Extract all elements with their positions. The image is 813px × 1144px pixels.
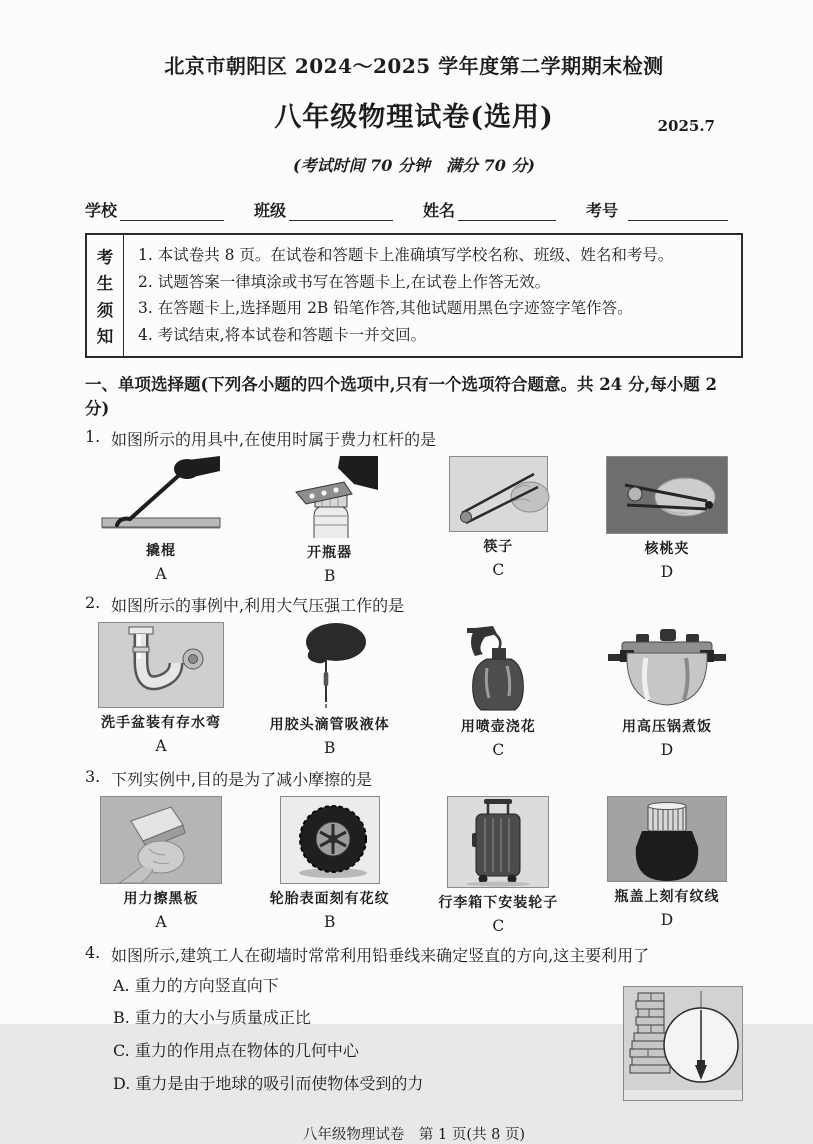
question-4-body [85, 970, 743, 1101]
option-caption: 轮胎表面刻有花纹 [269, 890, 390, 907]
question-stem: 如图所示的事例中,利用大气压强工作的是 [111, 595, 405, 615]
question-2-text [85, 593, 743, 616]
q2-option-d[interactable] [591, 622, 743, 759]
q3-option-d[interactable] [591, 796, 743, 935]
option-caption: 瓶盖上刻有纹线 [614, 888, 720, 905]
name-blank-line[interactable] [458, 204, 556, 221]
notice-side-label [87, 235, 124, 356]
student-info-form [85, 198, 743, 221]
option-caption: 开瓶器 [307, 544, 353, 561]
question-number: 3. [85, 766, 101, 786]
q2-option-a[interactable] [85, 622, 237, 759]
exam-no-label: 考号 [586, 201, 619, 220]
q1-option-c[interactable] [422, 456, 574, 585]
school-blank-line[interactable] [120, 204, 224, 221]
q4-option-b[interactable]: B. 重力的大小与质量成正比 [113, 1008, 311, 1028]
question-number: 2. [85, 592, 101, 612]
option-letter: B [323, 912, 336, 931]
option-letter: B [323, 566, 336, 585]
option-letter: D [660, 910, 674, 929]
q4-option-a[interactable]: A. 重力的方向竖直向下 [113, 975, 279, 995]
question-4-options [85, 970, 615, 1101]
q3-option-a[interactable] [85, 796, 237, 935]
q2-option-b[interactable] [254, 622, 406, 759]
exam-header-line: 北京市朝阳区 2024～2025 学年度第二学期期末检测 [164, 54, 664, 78]
candidate-notice-box [85, 233, 743, 358]
bottle-cap-image [607, 796, 727, 882]
name-field [423, 198, 556, 221]
blackboard-eraser-image [100, 796, 222, 884]
notice-item: 1. 本试卷共 8 页。在试卷和答题卡上准确填写学校名称、班级、姓名和考号。 [138, 246, 674, 264]
option-letter: A [155, 736, 167, 755]
section-1-heading: 一、单项选择题(下列各小题的四个选项中,只有一个选项符合题意。共 24 分,每小题 2 分) [85, 374, 717, 418]
option-caption: 筷子 [483, 538, 514, 555]
plumb-line-image [623, 986, 743, 1101]
q2-option-c[interactable] [422, 622, 574, 759]
exam-date: 2025.7 [657, 117, 715, 135]
school-label: 学校 [85, 201, 118, 220]
q1-option-d[interactable] [591, 456, 743, 585]
crowbar-image [100, 456, 222, 536]
option-letter: C [492, 916, 505, 935]
option-caption: 用力擦黑板 [123, 890, 199, 907]
exam-duration-info: (考试时间 70 分钟 满分 70 分) [293, 156, 535, 175]
option-caption: 行李箱下安装轮子 [438, 894, 559, 911]
option-letter: C [492, 740, 505, 759]
spray-bottle-image [465, 622, 531, 712]
q4-option-c[interactable]: C. 重力的作用点在物体的几何中心 [113, 1041, 359, 1061]
option-letter: D [660, 740, 674, 759]
bottle-opener-image [282, 456, 378, 538]
notice-item: 3. 在答题卡上,选择题用 2B 铅笔作答,其他试题用黑色字迹签字笔作答。 [138, 299, 633, 318]
chopsticks-image [449, 456, 548, 532]
option-caption: 核桃夹 [644, 540, 690, 557]
question-4-text [85, 943, 743, 966]
title-row [85, 95, 743, 137]
question-number: 1. [85, 426, 101, 446]
option-caption: 用高压锅煮饭 [621, 718, 712, 735]
option-caption: 撬棍 [146, 542, 176, 559]
q4-option-d[interactable]: D. 重力是由于地球的吸引而使物体受到的力 [113, 1074, 424, 1094]
question-2-options [85, 622, 743, 759]
option-letter: C [492, 560, 505, 579]
option-caption: 用胶头滴管吸液体 [269, 716, 390, 733]
q3-option-b[interactable] [254, 796, 406, 935]
class-label: 班级 [254, 201, 287, 220]
question-number: 4. [85, 942, 101, 962]
pressure-cooker-image [606, 622, 728, 712]
notice-item: 2. 试题答案一律填涂或书写在答题卡上,在试卷上作答无效。 [138, 272, 551, 291]
class-field [254, 198, 393, 221]
option-letter: B [323, 738, 336, 757]
luggage-image [447, 796, 549, 888]
question-3-options [85, 796, 743, 935]
option-caption: 用喷壶浇花 [460, 718, 536, 735]
notice-side-char: 知 [96, 327, 114, 347]
question-stem: 如图所示,建筑工人在砌墙时常常利用铅垂线来确定竖直的方向,这主要利用了 [111, 945, 650, 965]
question-stem: 下列实例中,目的是为了减小摩擦的是 [111, 769, 373, 789]
page-title: 八年级物理试卷(选用) [274, 102, 554, 133]
notice-side-char: 生 [96, 274, 114, 294]
notice-side-char: 须 [96, 300, 114, 320]
notice-item: 4. 考试结束,将本试卷和答题卡一并交回。 [138, 325, 427, 344]
question-1-options [85, 456, 743, 585]
option-letter: D [660, 562, 674, 581]
question-3-text [85, 767, 743, 790]
question-stem: 如图所示的用具中,在使用时属于费力杠杆的是 [111, 429, 437, 449]
option-letter: A [155, 564, 167, 583]
notice-side-char: 考 [96, 247, 114, 267]
exam-no-field [586, 198, 728, 221]
name-label: 姓名 [423, 201, 456, 220]
sink-trap-image [98, 622, 224, 708]
q3-option-c[interactable] [422, 796, 574, 935]
school-field [85, 198, 224, 221]
option-caption: 洗手盆装有存水弯 [101, 714, 221, 731]
notice-items [124, 235, 741, 356]
nutcracker-image [606, 456, 728, 534]
question-1-text [85, 427, 743, 450]
tire-image [280, 796, 380, 884]
q1-option-a[interactable] [85, 456, 237, 585]
dropper-image [290, 622, 370, 710]
q1-option-b[interactable] [254, 456, 406, 585]
page-footer: 八年级物理试卷 第 1 页(共 8 页) [302, 1126, 526, 1143]
option-letter: A [155, 912, 167, 931]
class-blank-line[interactable] [289, 204, 393, 221]
exam-no-blank-line[interactable] [628, 204, 728, 221]
